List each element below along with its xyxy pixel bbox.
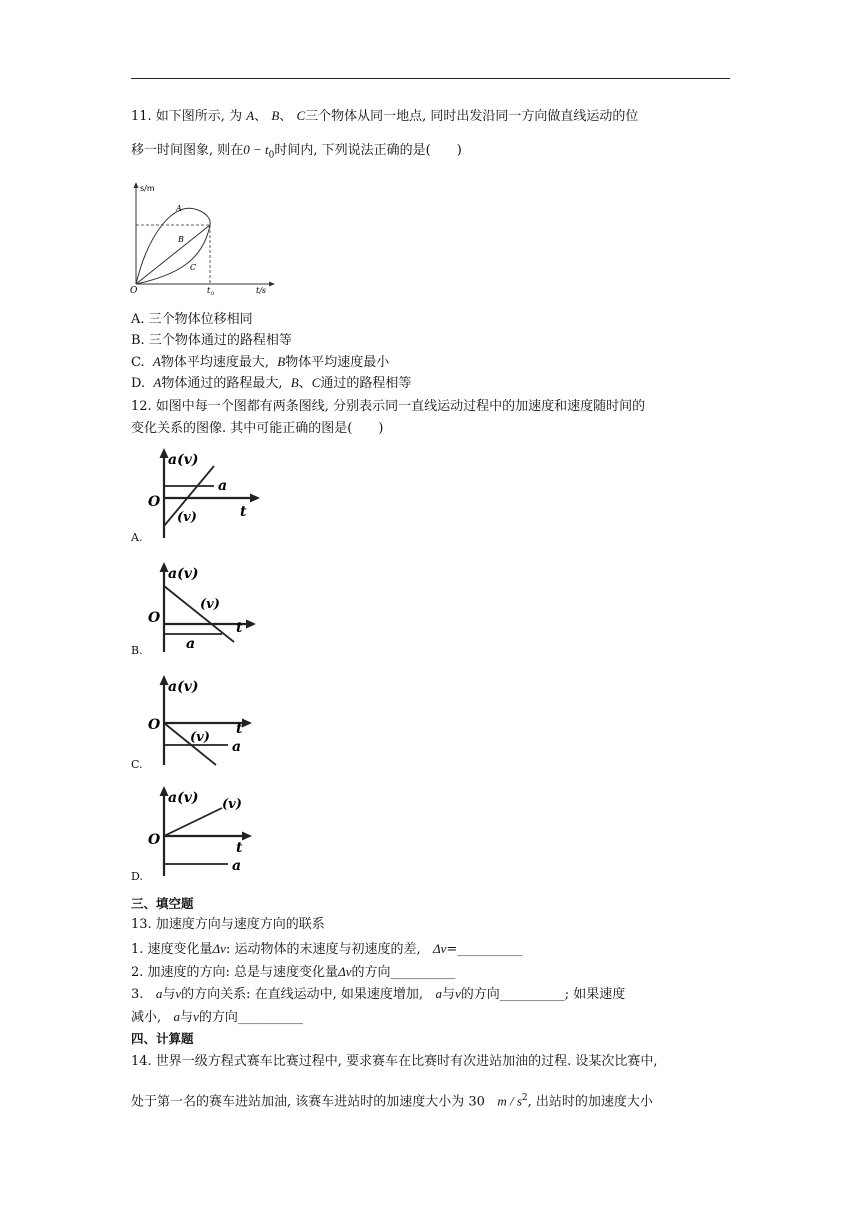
curve-C-label: C	[190, 263, 197, 272]
svg-text:(v): (v)	[177, 510, 197, 525]
x-arrow	[269, 282, 275, 287]
svg-text:t: t	[240, 504, 247, 520]
q13-item3: 3. a与v的方向关系: 在直线运动中, 如果速度增加, a与v的方向__________; 如果速度	[131, 986, 626, 1002]
line-B	[136, 225, 210, 284]
svg-text:(v): (v)	[190, 730, 210, 745]
svg-text:a(v): a(v)	[168, 452, 199, 468]
svg-text:O: O	[148, 717, 161, 733]
q13-title: 13. 加速度方向与速度方向的联系	[131, 917, 325, 932]
q11-option-c: C. A物体平均速度最大, B物体平均速度最小	[131, 354, 390, 370]
q13-item3-cont: 减小, a与v的方向__________	[131, 1009, 303, 1025]
svg-text:a: a	[186, 636, 196, 652]
q12-line2: 变化关系的图像. 其中可能正确的图是( )	[131, 421, 384, 436]
curve-A-label: A	[176, 204, 182, 213]
svg-text:O: O	[148, 610, 161, 626]
svg-text:a: a	[218, 478, 228, 494]
q11-option-b: B. 三个物体通过的路程相等	[131, 333, 292, 348]
svg-text:O: O	[148, 832, 161, 848]
q12-graph-a	[142, 448, 262, 540]
q12-label-d: D.	[131, 870, 143, 883]
svg-text:a: a	[232, 858, 242, 874]
svg-text:t: t	[236, 840, 243, 856]
svg-text:a(v): a(v)	[168, 790, 199, 806]
q13-item2: 2. 加速度的方向: 总是与速度变化量Δv的方向__________	[131, 964, 456, 980]
svg-text:a: a	[232, 739, 242, 755]
q12-graph-b	[142, 562, 262, 654]
svg-text:a(v): a(v)	[168, 566, 199, 582]
q12-graph-c	[142, 675, 262, 767]
curve-A	[136, 208, 210, 284]
svg-text:a(v): a(v)	[168, 679, 199, 695]
svg-text:t: t	[236, 721, 243, 737]
curve-B-label: B	[178, 235, 184, 244]
q12-label-a: A.	[131, 531, 143, 544]
section3-title: 三、填空题	[131, 896, 194, 911]
q12-label-b: B.	[131, 644, 143, 657]
q12-label-c: C.	[131, 758, 143, 771]
x-label: t/s	[256, 286, 267, 295]
q11-line1: 11. 如下图所示, 为 A、 B、 C三个物体从同一地点, 同时出发沿同一方向做直线运动的位	[131, 108, 639, 124]
q12-line1: 12. 如图中每一个图都有两条图线, 分别表示同一直线运动过程中的加速度和速度随时间的	[131, 399, 646, 414]
y-arrow	[134, 182, 139, 188]
y-label: s/m	[140, 184, 155, 193]
q14-line2: 处于第一名的赛车进站加油, 该赛车进站时的加速度大小为 30 m / $s^2$, 出站时的加速度大小	[131, 1093, 653, 1110]
section4-title: 四、计算题	[131, 1031, 194, 1046]
svg-text:O: O	[148, 494, 161, 510]
q12-graph-d	[142, 786, 262, 878]
origin-label: O	[130, 286, 138, 295]
q11-line2: 移一时间图象, 则在$0 - t_0$时间内, 下列说法正确的是( )	[131, 142, 462, 161]
q11-option-d: D. A物体通过的路程最大, B、C通过的路程相等	[131, 375, 412, 391]
svg-text:t: t	[236, 620, 243, 636]
q11-st-graph	[128, 180, 278, 295]
svg-text:(v): (v)	[200, 597, 220, 612]
q11-option-a: A. 三个物体位移相同	[131, 312, 253, 327]
t0-sub: 0	[211, 291, 215, 295]
q13-item1: 1. 速度变化量Δv: 运动物体的末速度与初速度的差, Δv=__________	[131, 941, 523, 957]
header-rule	[131, 78, 730, 79]
q14-line1: 14. 世界一级方程式赛车比赛过程中, 要求赛车在比赛时有次进站加油的过程. 设某次比赛中,	[131, 1054, 658, 1069]
svg-text:(v): (v)	[222, 797, 242, 812]
t0-label: t	[207, 286, 211, 295]
